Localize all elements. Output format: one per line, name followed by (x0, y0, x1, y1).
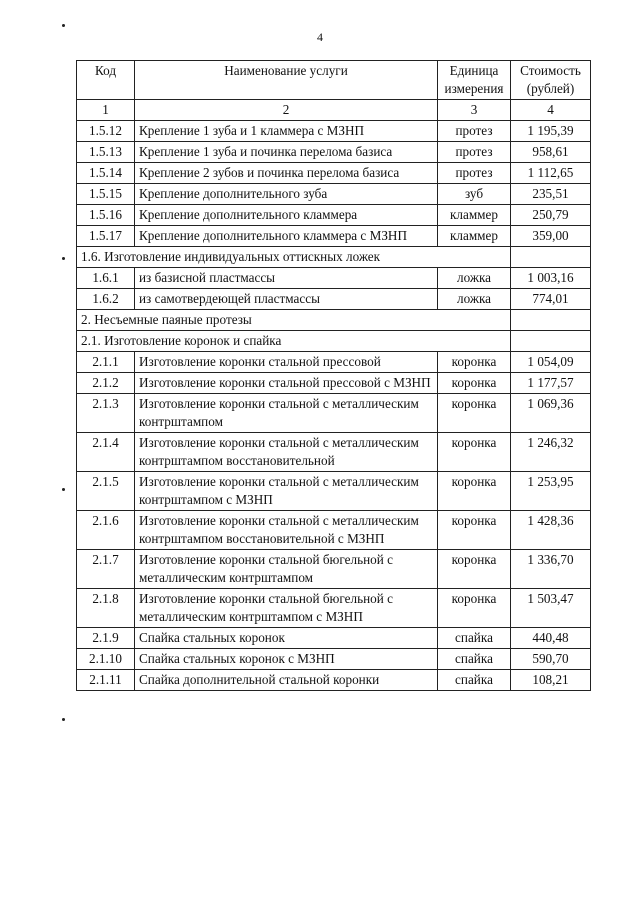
row-cost: 1 112,65 (511, 163, 591, 184)
row-name: Крепление 1 зуба и починка перелома базиса (135, 142, 438, 163)
row-name: Изготовление коронки стальной с металлическим контрштампом восстановительной с МЗНП (135, 511, 438, 550)
row-code: 1.6.2 (77, 289, 135, 310)
row-code: 1.5.13 (77, 142, 135, 163)
row-code: 1.5.14 (77, 163, 135, 184)
row-name: Спайка дополнительной стальной коронки (135, 670, 438, 691)
row-cost: 590,70 (511, 649, 591, 670)
row-code: 2.1.10 (77, 649, 135, 670)
scan-speck (62, 24, 65, 27)
header-name: Наименование услуги (135, 61, 438, 100)
table-row (77, 226, 591, 247)
row-cost: 774,01 (511, 289, 591, 310)
section-row (77, 310, 591, 331)
row-cost: 1 054,09 (511, 352, 591, 373)
page-number: 4 (317, 30, 323, 44)
row-name: Крепление дополнительного кламмера (135, 205, 438, 226)
table-row (77, 649, 591, 670)
row-cost: 1 195,39 (511, 121, 591, 142)
table-row (77, 511, 591, 550)
table-row (77, 550, 591, 589)
row-unit: коронка (438, 433, 511, 472)
row-code: 1.5.12 (77, 121, 135, 142)
row-cost: 1 253,95 (511, 472, 591, 511)
row-code: 2.1.6 (77, 511, 135, 550)
row-code: 1.6.1 (77, 268, 135, 289)
row-unit: коронка (438, 394, 511, 433)
table-row (77, 394, 591, 433)
table-row (77, 433, 591, 472)
row-unit: коронка (438, 511, 511, 550)
section-heading-2-1: 2.1. Изготовление коронок и спайка (77, 331, 511, 352)
row-unit: спайка (438, 649, 511, 670)
row-name: Крепление 2 зубов и починка перелома базиса (135, 163, 438, 184)
table-row (77, 352, 591, 373)
row-code: 2.1.1 (77, 352, 135, 373)
row-cost: 1 177,57 (511, 373, 591, 394)
table-row (77, 589, 591, 628)
row-unit: коронка (438, 352, 511, 373)
row-name: Крепление дополнительного кламмера с МЗНП (135, 226, 438, 247)
column-number: 2 (135, 100, 438, 121)
row-cost: 1 003,16 (511, 268, 591, 289)
row-cost: 440,48 (511, 628, 591, 649)
row-code: 2.1.7 (77, 550, 135, 589)
row-unit: протез (438, 163, 511, 184)
header-unit: Единица измерения (438, 61, 511, 100)
row-unit: спайка (438, 628, 511, 649)
table-row (77, 121, 591, 142)
row-cost: 108,21 (511, 670, 591, 691)
table-row (77, 205, 591, 226)
scan-speck (62, 257, 65, 260)
row-name: Спайка стальных коронок с МЗНП (135, 649, 438, 670)
row-name: Изготовление коронки стальной с металлическим контрштампом с МЗНП (135, 472, 438, 511)
header-row (77, 61, 591, 100)
row-unit: протез (438, 121, 511, 142)
table-row (77, 670, 591, 691)
row-cost: 958,61 (511, 142, 591, 163)
column-number: 1 (77, 100, 135, 121)
row-code: 2.1.4 (77, 433, 135, 472)
row-unit: зуб (438, 184, 511, 205)
row-cost: 1 336,70 (511, 550, 591, 589)
row-code: 2.1.9 (77, 628, 135, 649)
row-cost: 1 246,32 (511, 433, 591, 472)
row-code: 1.5.17 (77, 226, 135, 247)
row-name: Изготовление коронки стальной с металлическим контрштампом (135, 394, 438, 433)
row-code: 2.1.3 (77, 394, 135, 433)
row-unit: ложка (438, 268, 511, 289)
scan-speck (62, 488, 65, 491)
row-name: из базисной пластмассы (135, 268, 438, 289)
row-code: 1.5.16 (77, 205, 135, 226)
section-row (77, 247, 591, 268)
row-cost: 359,00 (511, 226, 591, 247)
header-code: Код (77, 61, 135, 100)
row-name: из самотвердеющей пластмассы (135, 289, 438, 310)
row-unit: коронка (438, 550, 511, 589)
row-unit: коронка (438, 373, 511, 394)
row-unit: спайка (438, 670, 511, 691)
table-row (77, 289, 591, 310)
row-name: Крепление 1 зуба и 1 кламмера с МЗНП (135, 121, 438, 142)
row-name: Изготовление коронки стальной прессовой с МЗНП (135, 373, 438, 394)
row-name: Изготовление коронки стальной прессовой (135, 352, 438, 373)
row-name: Изготовление коронки стальной с металлическим контрштампом восстановительной (135, 433, 438, 472)
header-cost: Стоимость (рублей) (511, 61, 591, 100)
table-row (77, 142, 591, 163)
table-row (77, 268, 591, 289)
row-cost: 1 069,36 (511, 394, 591, 433)
table-row (77, 628, 591, 649)
row-cost: 1 503,47 (511, 589, 591, 628)
empty-cell (511, 331, 591, 352)
table-row (77, 184, 591, 205)
table-row (77, 373, 591, 394)
row-code: 1.5.15 (77, 184, 135, 205)
empty-cell (511, 310, 591, 331)
row-unit: протез (438, 142, 511, 163)
row-name: Крепление дополнительного зуба (135, 184, 438, 205)
price-table (76, 60, 591, 691)
row-unit: кламмер (438, 226, 511, 247)
row-code: 2.1.11 (77, 670, 135, 691)
row-name: Спайка стальных коронок (135, 628, 438, 649)
row-cost: 235,51 (511, 184, 591, 205)
table-row (77, 472, 591, 511)
row-cost: 1 428,36 (511, 511, 591, 550)
column-number: 3 (438, 100, 511, 121)
row-name: Изготовление коронки стальной бюгельной с металлическим контрштампом (135, 550, 438, 589)
row-unit: ложка (438, 289, 511, 310)
row-code: 2.1.8 (77, 589, 135, 628)
row-cost: 250,79 (511, 205, 591, 226)
section-heading-1-6: 1.6. Изготовление индивидуальных оттискных ложек (77, 247, 511, 268)
empty-cell (511, 247, 591, 268)
row-unit: коронка (438, 472, 511, 511)
section-heading-2: 2. Несъемные паяные протезы (77, 310, 511, 331)
row-name: Изготовление коронки стальной бюгельной с металлическим контрштампом с МЗНП (135, 589, 438, 628)
section-row (77, 331, 591, 352)
table-row (77, 163, 591, 184)
column-numbers-row (77, 100, 591, 121)
column-number: 4 (511, 100, 591, 121)
row-code: 2.1.2 (77, 373, 135, 394)
row-unit: коронка (438, 589, 511, 628)
scan-speck (62, 718, 65, 721)
row-unit: кламмер (438, 205, 511, 226)
row-code: 2.1.5 (77, 472, 135, 511)
